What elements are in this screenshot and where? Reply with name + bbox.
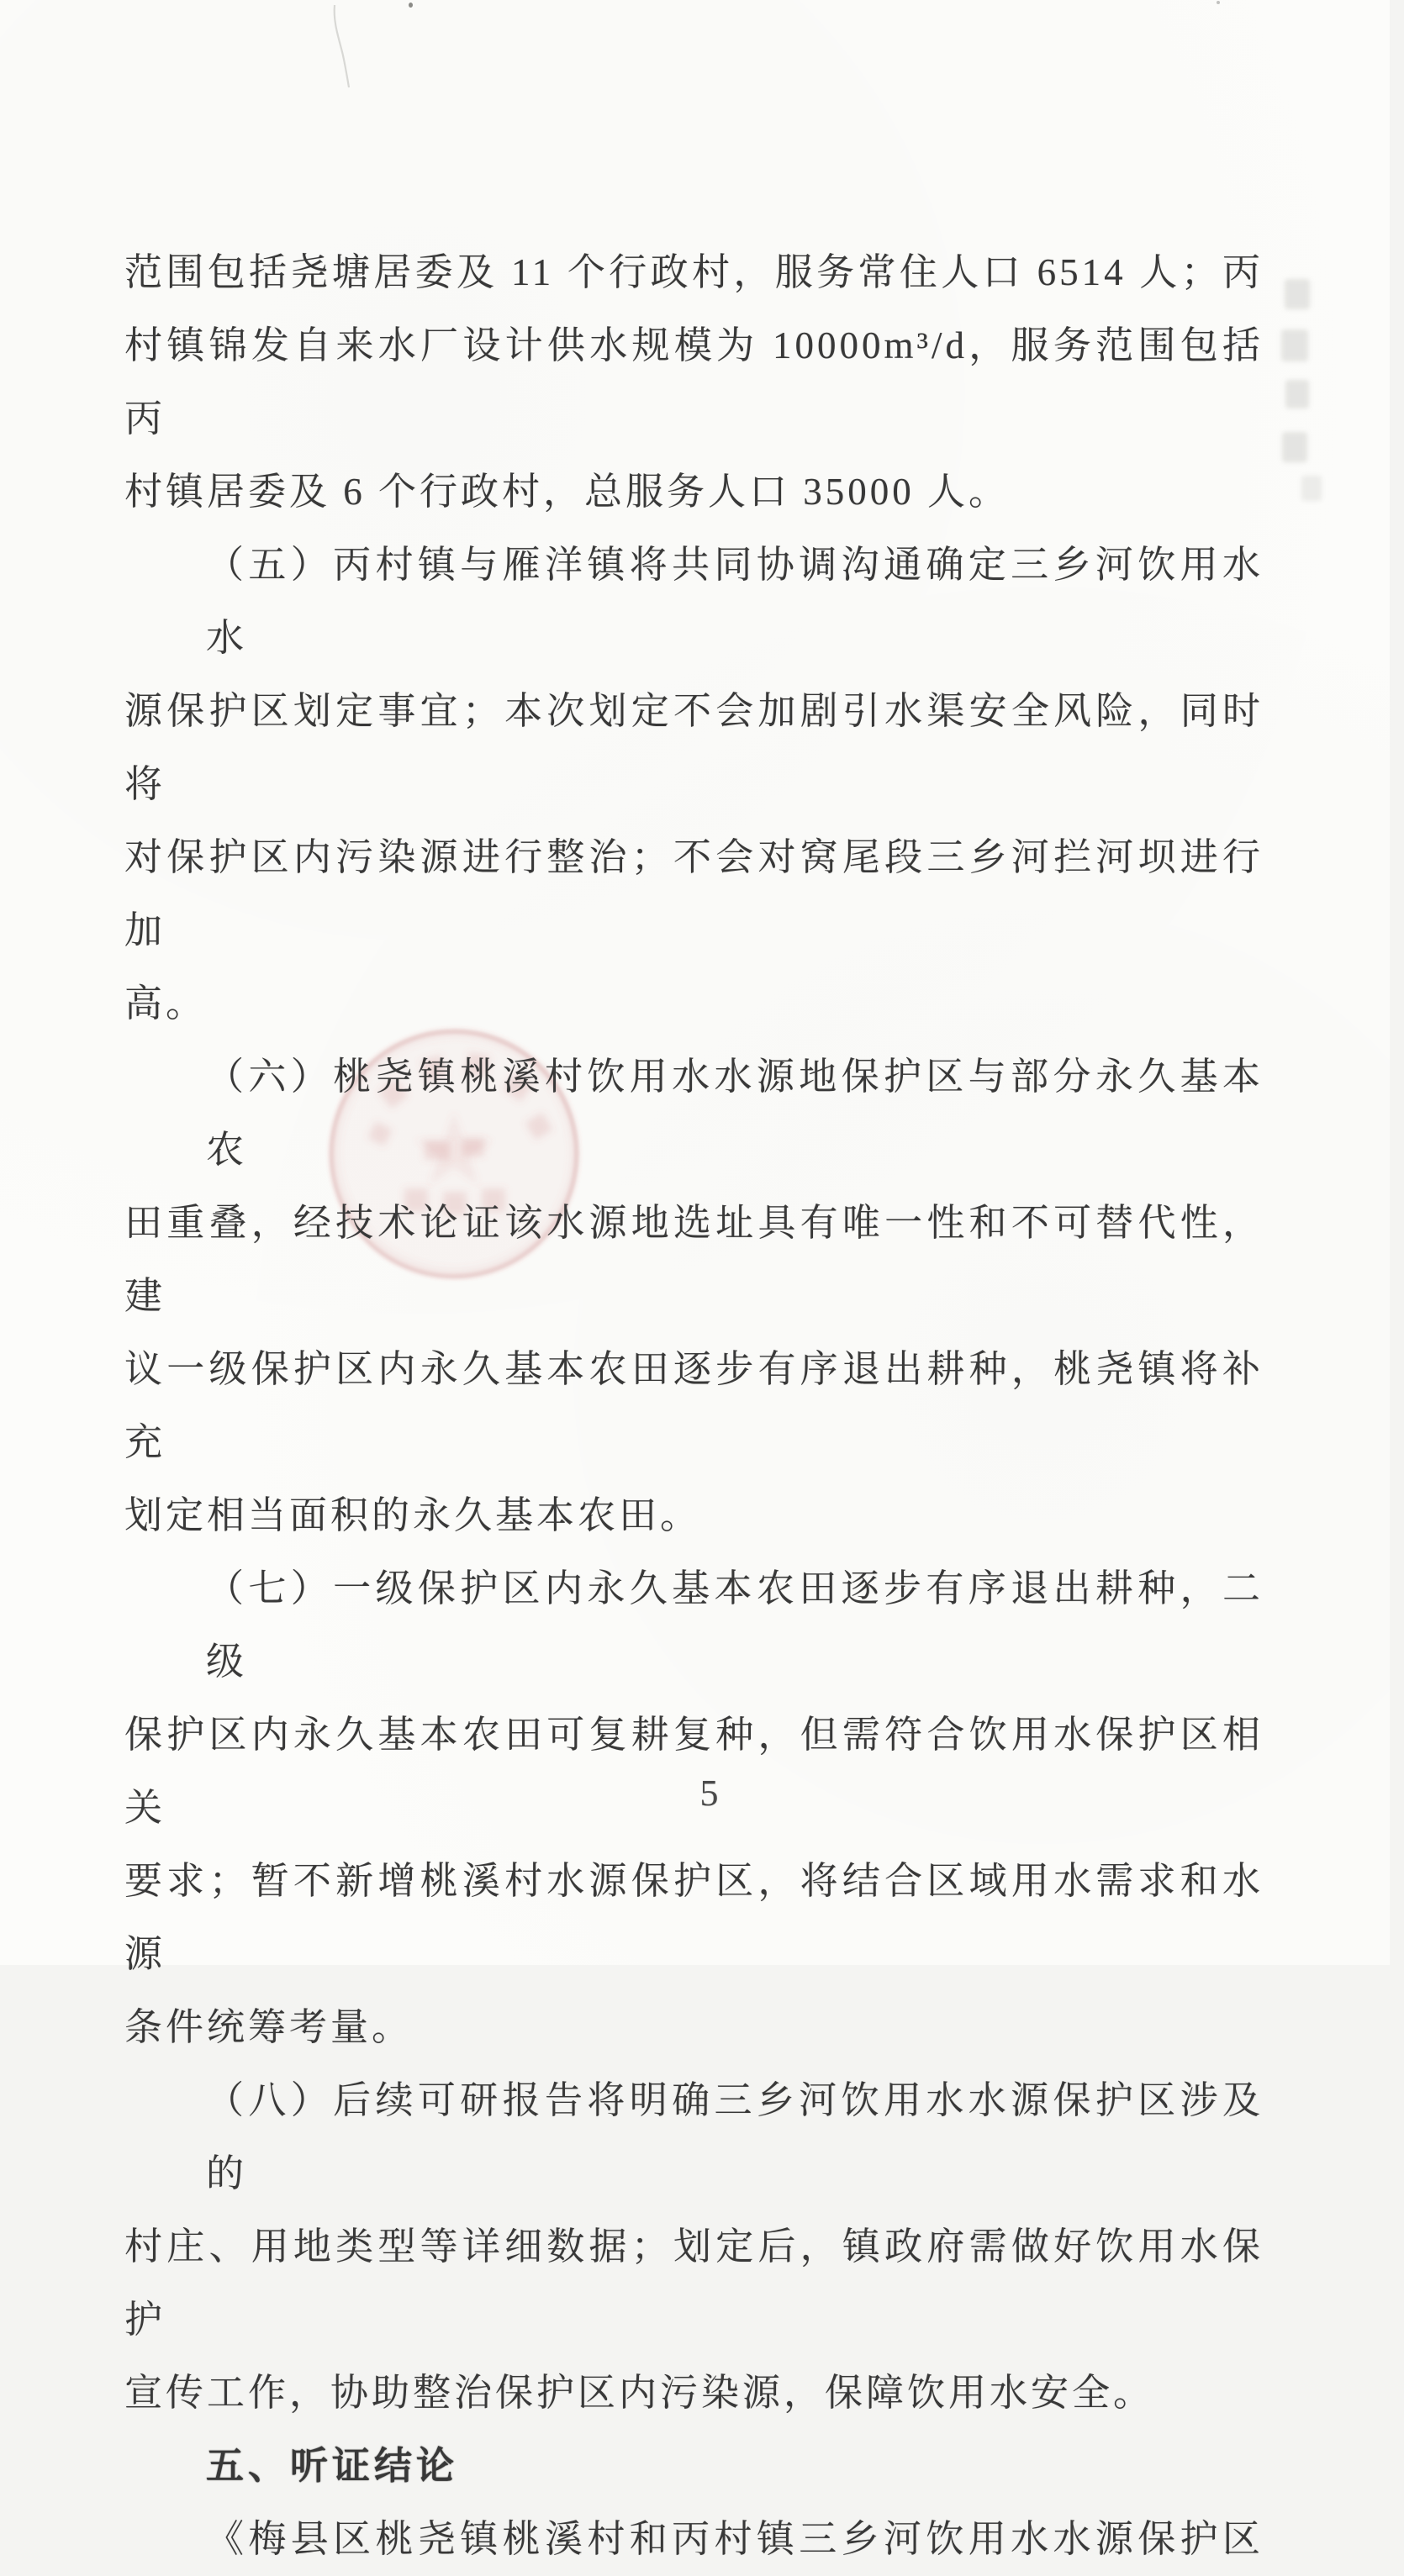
bleed-through-mark (1282, 432, 1307, 462)
scan-speck (1217, 1, 1220, 4)
document-text-block (124, 236, 1264, 2576)
paragraph-line: 村镇锦发自来水厂设计供水规模为 10000m³/d，服务范围包括丙 (124, 324, 1264, 440)
paragraph-line: 条件统筹考量。 (124, 2006, 414, 2048)
paragraph-line: 议一级保护区内永久基本农田逐步有序退出耕种，桃尧镇将补充 (124, 1348, 1264, 1463)
paragraph-line: （五）丙村镇与雁洋镇将共同协调沟通确定三乡河饮用水水 (206, 544, 1264, 659)
page-number: 5 (699, 1773, 719, 1814)
paragraph-line: 村庄、用地类型等详细数据；划定后，镇政府需做好饮用水保护 (124, 2226, 1264, 2341)
section-heading-hearing-conclusion: 五、听证结论 (206, 2445, 459, 2487)
paragraph-line: 保护区内永久基本农田可复耕复种，但需符合饮用水保护区相关 (124, 1714, 1264, 1829)
paragraph-line: 要求；暂不新增桃溪村水源保护区，将结合区域用水需求和水源 (124, 1860, 1264, 1975)
bleed-through-mark (1285, 279, 1310, 309)
scan-speck (409, 3, 413, 8)
paragraph-line: 村镇居委及 6 个行政村，总服务人口 35000 人。 (124, 471, 1011, 513)
paragraph-line: 源保护区划定事宜；本次划定不会加剧引水渠安全风险，同时将 (124, 690, 1264, 805)
paragraph-line: 《梅县区桃尧镇桃溪村和丙村镇三乡河饮用水水源保护区 (206, 2518, 1264, 2560)
paragraph-line: 范围包括尧塘居委及 11 个行政村，服务常住人口 6514 人；丙 (124, 251, 1264, 293)
paragraph-line: （八）后续可研报告将明确三乡河饮用水水源保护区涉及的 (206, 2079, 1264, 2194)
paragraph-line: 对保护区内污染源进行整治；不会对窝尾段三乡河拦河坝进行加 (124, 836, 1264, 951)
bleed-through-mark (1281, 329, 1308, 361)
paragraph-line: 田重叠，经技术论证该水源地选址具有唯一性和不可替代性，建 (124, 1202, 1264, 1317)
scan-scratch-mark (319, 0, 370, 92)
paragraph-line: 宣传工作，协助整治保护区内污染源，保障饮用水安全。 (124, 2372, 1155, 2414)
bleed-through-mark (1285, 380, 1309, 408)
paragraph-line: 划定相当面积的永久基本农田。 (124, 1494, 702, 1536)
paragraph-line: （七）一级保护区内永久基本农田逐步有序退出耕种，二级 (206, 1567, 1264, 1683)
paragraph-line: （六）桃尧镇桃溪村饮用水水源地保护区与部分永久基本农 (206, 1056, 1264, 1171)
bleed-through-mark (1301, 476, 1322, 501)
paragraph-line: 高。 (124, 982, 208, 1025)
